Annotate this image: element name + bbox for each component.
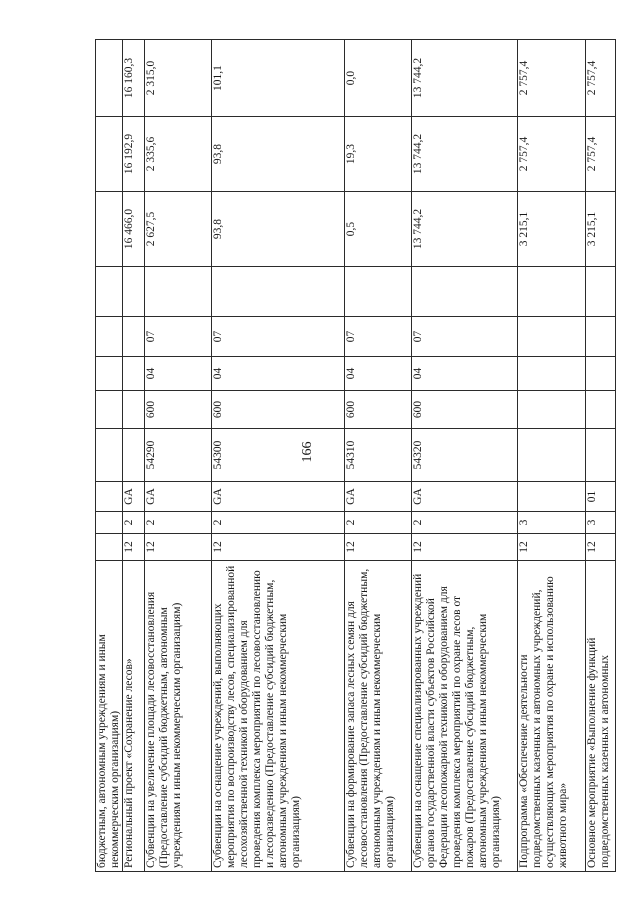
section-code [123, 357, 145, 391]
direction-code: 54290 [145, 429, 212, 482]
table-row [145, 40, 212, 872]
rotated-table-container [95, 40, 633, 872]
project-code: GA [145, 482, 212, 512]
subsection-code: 07 [412, 317, 518, 357]
expense-type-code: 600 [212, 391, 345, 429]
row-name: Субвенции на оснащение учреждений, выполняющих мероприятия по воспроизводству лесов, специализированной лесохозяйственной техникой и оборудованием для проведения комплекса мероприятий по лесовосстановлению и лесоразведению (Предоставление субсидий бюджетным, автономным учреждениям и иным некоммерческим организациям) [212, 561, 345, 872]
extra-code [123, 267, 145, 317]
section-code: 04 [212, 357, 345, 391]
program-code: 12 [412, 534, 518, 561]
expense-type-code [96, 391, 123, 429]
subprogram-code: 2 [145, 512, 212, 534]
subprogram-code: 2 [412, 512, 518, 534]
amount-year-2: 2 335,6 [145, 117, 212, 192]
expense-type-code: 600 [345, 391, 412, 429]
program-code: 12 [123, 534, 145, 561]
extra-code [145, 267, 212, 317]
amount-year-2: 2 757,4 [518, 117, 586, 192]
row-name: Региональный проект «Сохранение лесов» [123, 561, 145, 872]
amount-year-1: 13 744,2 [412, 192, 518, 267]
row-name: Субвенции на формирование запаса лесных семян для лесовосстановления (Предоставление субсидий бюджетным, автономным учреждениям и иным некоммерческим организациям) [345, 561, 412, 872]
expense-type-code: 600 [145, 391, 212, 429]
subprogram-code: 3 [586, 512, 616, 534]
subprogram-code: 2 [123, 512, 145, 534]
extra-code [412, 267, 518, 317]
project-code: GA [412, 482, 518, 512]
project-code: GA [123, 482, 145, 512]
amount-year-1: 16 466,0 [123, 192, 145, 267]
table-row [586, 40, 616, 872]
amount-year-1: 0,5 [345, 192, 412, 267]
project-code: GA [212, 482, 345, 512]
expense-type-code [123, 391, 145, 429]
amount-year-2 [96, 117, 123, 192]
project-code [518, 482, 586, 512]
program-code: 12 [345, 534, 412, 561]
table-row [96, 40, 123, 872]
subsection-code [123, 317, 145, 357]
section-code [96, 357, 123, 391]
subprogram-code: 2 [212, 512, 345, 534]
project-code [96, 482, 123, 512]
expense-type-code [586, 391, 616, 429]
amount-year-3: 2 757,4 [518, 40, 586, 117]
direction-code [586, 429, 616, 482]
amount-year-1: 3 215,1 [586, 192, 616, 267]
amount-year-2: 2 757,4 [586, 117, 616, 192]
table-row [518, 40, 586, 872]
subprogram-code: 3 [518, 512, 586, 534]
extra-code [345, 267, 412, 317]
program-code: 12 [145, 534, 212, 561]
budget-table [95, 39, 616, 872]
amount-year-2: 19,3 [345, 117, 412, 192]
table-row [212, 40, 345, 872]
amount-year-3: 2 315,0 [145, 40, 212, 117]
amount-year-2: 13 744,2 [412, 117, 518, 192]
subprogram-code: 2 [345, 512, 412, 534]
amount-year-1: 93,8 [212, 192, 345, 267]
extra-code [96, 267, 123, 317]
amount-year-1 [96, 192, 123, 267]
amount-year-2: 93,8 [212, 117, 345, 192]
subsection-code: 07 [212, 317, 345, 357]
amount-year-2: 16 192,9 [123, 117, 145, 192]
row-name: Основное мероприятие «Выполнение функций подведомственных казенных и автономных [586, 561, 616, 872]
direction-code [123, 429, 145, 482]
expense-type-code: 600 [412, 391, 518, 429]
project-code: GA [345, 482, 412, 512]
row-name: Подпрограмма «Обеспечение деятельности подведомственных казенных и автономных учреждений, осуществляющих мероприятия по охране и использованию животного мира» [518, 561, 586, 872]
direction-code [518, 429, 586, 482]
row-name: бюджетным, автономным учреждениям и иным некоммерческим организациям) [96, 561, 123, 872]
project-code: 01 [586, 482, 616, 512]
amount-year-3: 16 160,3 [123, 40, 145, 117]
subsection-code [518, 317, 586, 357]
program-code: 12 [586, 534, 616, 561]
section-code: 04 [345, 357, 412, 391]
table-row [123, 40, 145, 872]
subsection-code [96, 317, 123, 357]
subprogram-code [96, 512, 123, 534]
direction-code [96, 429, 123, 482]
direction-code: 54310 [345, 429, 412, 482]
subsection-code: 07 [345, 317, 412, 357]
table-row [412, 40, 518, 872]
extra-code [586, 267, 616, 317]
page-number: 166 [300, 441, 315, 463]
amount-year-1: 2 627,5 [145, 192, 212, 267]
amount-year-3 [96, 40, 123, 117]
program-code: 12 [518, 534, 586, 561]
direction-code: 54320 [412, 429, 518, 482]
table-row [345, 40, 412, 872]
amount-year-3: 13 744,2 [412, 40, 518, 117]
row-name: Субвенции на оснащение специализированных учреждений органов государственной власти субъектов Российской Федерации лесопожарной техникой и оборудованием для проведения комплекса мероприятий по охране лесов от пожаров (Предоставление субсидий бюджетным, автономным учреждениям и иным некоммерческим организациям) [412, 561, 518, 872]
program-code [96, 534, 123, 561]
section-code [586, 357, 616, 391]
program-code: 12 [212, 534, 345, 561]
section-code: 04 [412, 357, 518, 391]
subsection-code: 07 [145, 317, 212, 357]
extra-code [518, 267, 586, 317]
amount-year-3: 0,0 [345, 40, 412, 117]
section-code: 04 [145, 357, 212, 391]
amount-year-3: 101,1 [212, 40, 345, 117]
row-name: Субвенции на увеличение площади лесовосстановления (Предоставление субсидий бюджетным, автономным учреждениям и иным некоммерческим организациям) [145, 561, 212, 872]
amount-year-1: 3 215,1 [518, 192, 586, 267]
section-code [518, 357, 586, 391]
expense-type-code [518, 391, 586, 429]
extra-code [212, 267, 345, 317]
subsection-code [586, 317, 616, 357]
direction-code: 54300 [212, 429, 345, 482]
amount-year-3: 2 757,4 [586, 40, 616, 117]
